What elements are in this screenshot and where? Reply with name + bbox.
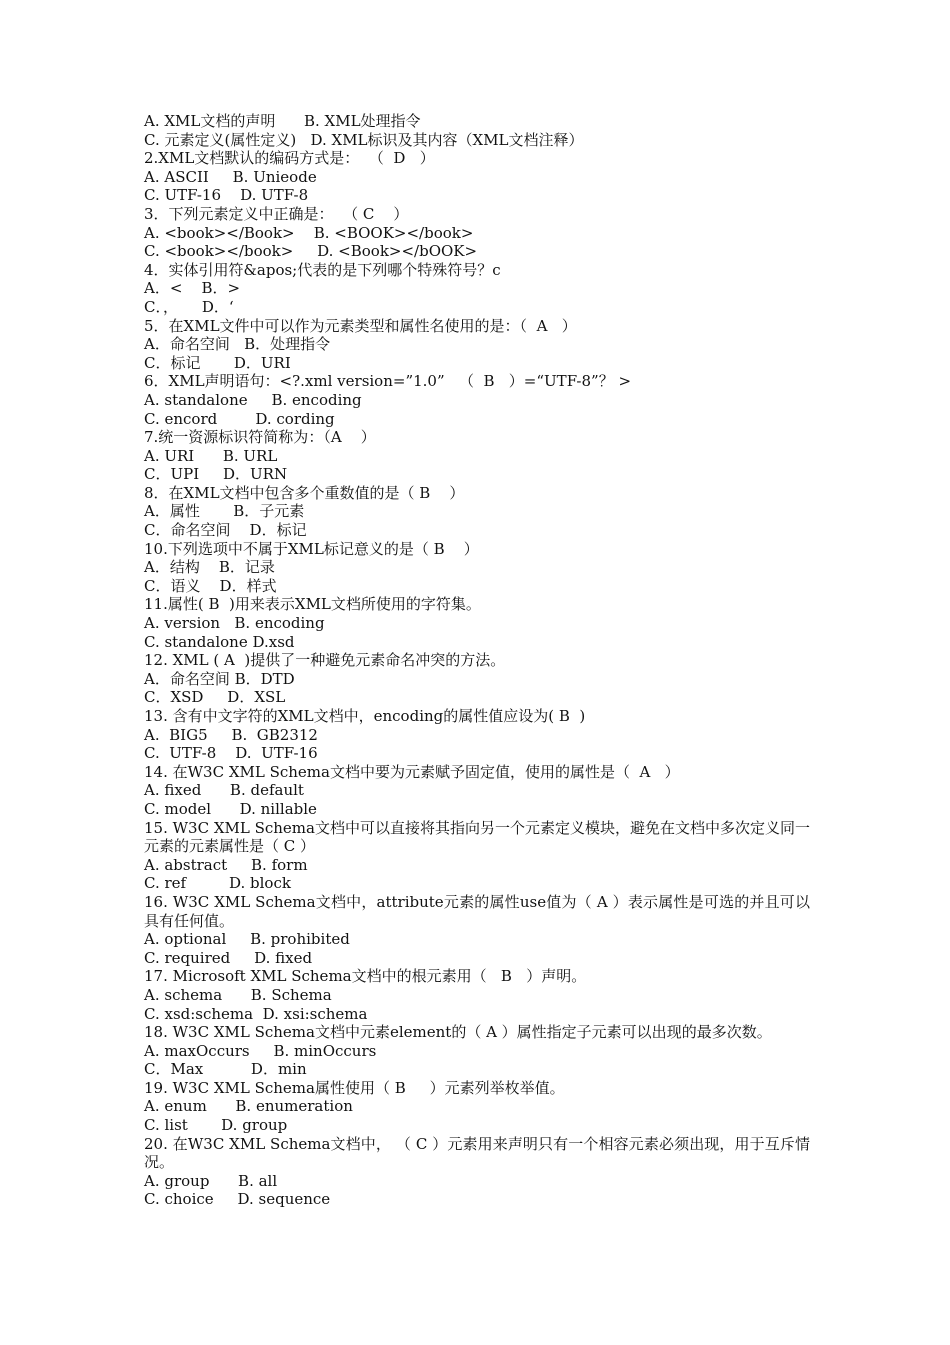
option-line: A. BIG5 B. GB2312 [144, 725, 318, 744]
option-line: C. UTF-16 D. UTF-8 [144, 186, 309, 205]
option-line: A. maxOccurs B. minOccurs [144, 1041, 377, 1060]
option-line: C．， D．‘ [144, 297, 234, 316]
question-line: 4．实体引用符&apos;代表的是下列哪个特殊符号？c [144, 260, 501, 279]
question-line: 20. 在W3C XML Schema文档中， （ C ）元素用来声明只有一个相容元素必须出现，用于互斥情况。 [144, 1134, 810, 1172]
option-line: A. standalone B. encoding [144, 390, 362, 409]
question-line: 16. W3C XML Schema文档中，attribute元素的属性use值为（ A ）表示属性是可选的并且可以具有任何值。 [144, 892, 810, 930]
option-line: A．< B．> [144, 279, 241, 298]
option-line: A. enum B. enumeration [144, 1097, 353, 1116]
option-line: C. encord D. cording [144, 409, 335, 428]
text-line: C. 元素定义(属性定义) D. XML标识及其内容（XML文档注释） [144, 130, 584, 149]
question-line: 12. XML ( A )提供了一种避免元素命名冲突的方法。 [144, 651, 506, 670]
question-line: 7.统一资源标识符简称为：（A ） [144, 428, 376, 447]
quiz-text [144, 112, 810, 1209]
question-line: 15. W3C XML Schema文档中可以直接将其指向另一个元素定义模块，避免在文档中多次定义同一元素的元素属性是（ C ） [144, 818, 810, 856]
question-line: 2.XML文档默认的编码方式是： （ D ） [144, 149, 435, 168]
option-line: A. version B. encoding [144, 614, 325, 633]
option-line: C. <book></book> D. <Book></bOOK> [144, 242, 478, 261]
question-line: 5．在XML文件中可以作为元素类型和属性名使用的是：（ A ） [144, 316, 577, 335]
option-line: C. standalone D.xsd [144, 632, 295, 651]
option-line: A．命名空间 B．DTD [144, 669, 295, 688]
question-line: 11.属性( B )用来表示XML文档所使用的字符集。 [144, 595, 481, 614]
option-line: C. choice D. sequence [144, 1190, 331, 1209]
text-line: A. XML文档的声明 B. XML处理指令 [144, 112, 421, 130]
question-line: 14. 在W3C XML Schema文档中要为元素赋予固定值，使用的属性是（ A ） [144, 762, 680, 781]
question-line: 10.下列选项中不属于XML标记意义的是（ B ） [144, 539, 479, 558]
option-line: A. <book></Book> B. <BOOK></book> [144, 223, 474, 242]
question-line: 8．在XML文档中包含多个重数值的是（ B ） [144, 483, 465, 502]
question-line: 18. W3C XML Schema文档中元素element的（ A ）属性指定子元素可以出现的最多次数。 [144, 1023, 772, 1042]
option-line: C．标记 D．URI [144, 353, 291, 372]
option-line: A. ASCII B. Unieode [144, 167, 317, 186]
option-line: A．命名空间 B．处理指令 [144, 335, 331, 354]
question-line: 13. 含有中文字符的XML文档中，encoding的属性值应设为( B ) [144, 707, 586, 725]
option-line: A．属性 B．子元素 [144, 502, 305, 521]
option-line: C．UPI D．URN [144, 465, 288, 484]
option-line: A. fixed B. default [144, 781, 304, 800]
option-line: C. ref D. block [144, 874, 291, 893]
option-line: A. URI B. URL [144, 446, 278, 465]
question-line: 17. Microsoft XML Schema文档中的根元素用（ B ）声明。 [144, 967, 587, 986]
option-line: C．语义 D．样式 [144, 576, 277, 595]
option-line: C. xsd:schema D. xsi:schema [144, 1004, 368, 1023]
question-line: 6．XML声明语句：<?.xml version=”1.0” （ B ）=“UTF-8”？ > [144, 372, 632, 391]
option-line: A. schema B. Schema [144, 985, 332, 1004]
question-line: 3．下列元素定义中正确是： （ C ） [144, 204, 409, 223]
option-line: C．XSD D．XSL [144, 688, 286, 707]
option-line: A. group B. all [144, 1171, 278, 1190]
option-line: C. list D. group [144, 1116, 288, 1135]
option-line: C. model D. nillable [144, 799, 317, 818]
option-line: A. optional B. prohibited [144, 930, 350, 949]
option-line: A．结构 B．记录 [144, 558, 275, 577]
question-line: 19. W3C XML Schema属性使用（ B ）元素列举枚举值。 [144, 1078, 565, 1097]
option-line: C．Max D．min [144, 1060, 307, 1079]
option-line: C. required D. fixed [144, 948, 313, 967]
option-line: C．命名空间 D．标记 [144, 521, 307, 540]
option-line: C. UTF-8 D. UTF-16 [144, 744, 318, 763]
option-line: A. abstract B. form [144, 855, 308, 874]
